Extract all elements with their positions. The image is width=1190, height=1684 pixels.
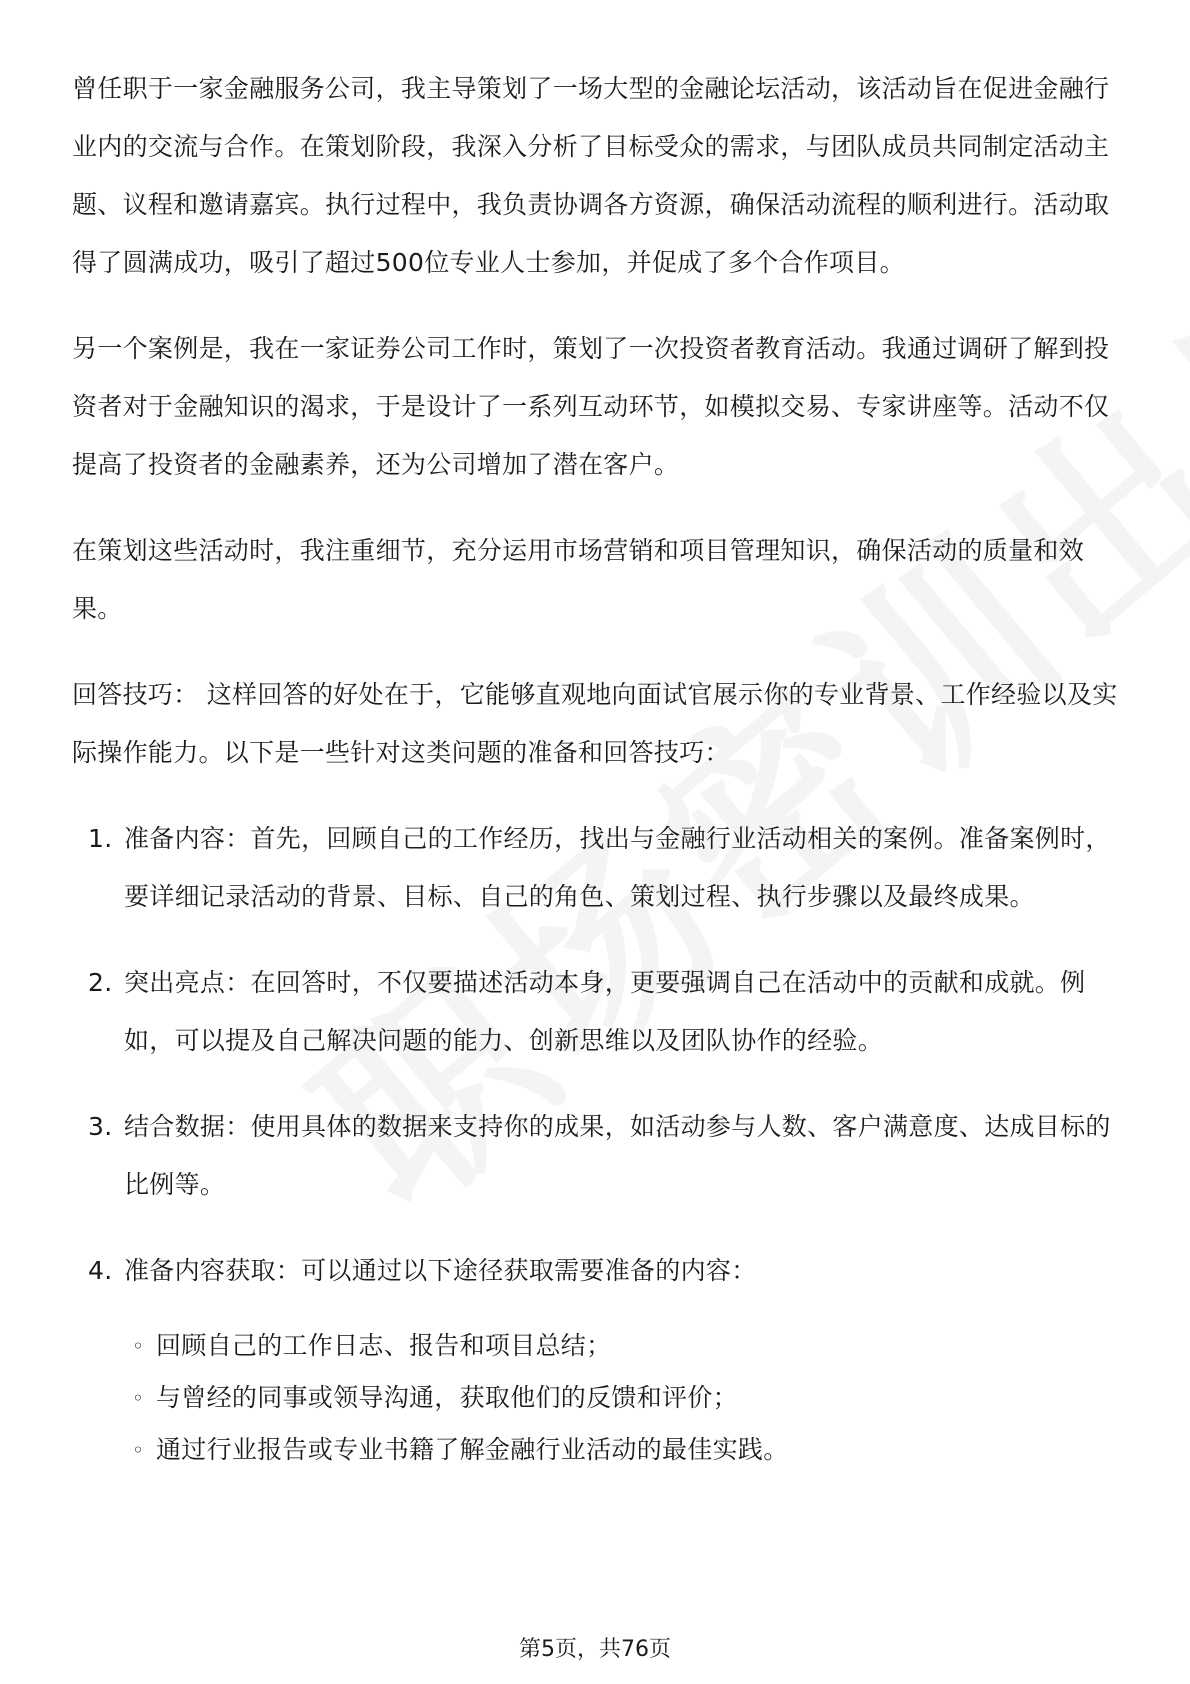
sub-list-item-text: 通过行业报告或专业书籍了解金融行业活动的最佳实践。 xyxy=(156,1435,789,1464)
paragraph-1: 曾任职于一家金融服务公司，我主导策划了一场大型的金融论坛活动，该活动旨在促进金融行业内的交流与合作。在策划阶段，我深入分析了目标受众的需求，与团队成员共同制定活动主题、议程和邀请嘉宾。执行过程中，我负责协调各方资源，确保活动流程的顺利进行。活动取得了圆满成功，吸引了超过500位专业人士参加，并促成了多个合作项目。 xyxy=(72,74,1110,277)
tips-list xyxy=(72,810,1132,1476)
sub-list-item xyxy=(124,1320,1132,1372)
sub-list xyxy=(124,1320,1132,1476)
paragraph-tips: 回答技巧： 这样回答的好处在于，它能够直观地向面试官展示你的专业背景、工作经验以及实际操作能力。以下是一些针对这类问题的准备和回答技巧： xyxy=(72,680,1118,767)
page-footer: 第5页，共76页 xyxy=(519,1637,671,1662)
bullet-icon: ◦ xyxy=(132,1334,145,1358)
sub-list-item-text: 回顾自己的工作日志、报告和项目总结； xyxy=(156,1331,612,1360)
list-number: 1. xyxy=(88,824,113,853)
sub-list-item-text: 与曾经的同事或领导沟通，获取他们的反馈和评价； xyxy=(156,1383,738,1412)
paragraph-2: 另一个案例是，我在一家证券公司工作时，策划了一次投资者教育活动。我通过调研了解到投资者对于金融知识的渴求，于是设计了一系列互动环节，如模拟交易、专家讲座等。活动不仅提高了投资者的金融素养，还为公司增加了潜在客户。 xyxy=(72,334,1110,479)
bullet-icon: ◦ xyxy=(132,1386,145,1410)
list-number: 3. xyxy=(88,1112,113,1141)
list-item xyxy=(72,1242,1132,1476)
bullet-icon: ◦ xyxy=(132,1438,145,1462)
list-item-text: 突出亮点：在回答时，不仅要描述活动本身，更要强调自己在活动中的贡献和成就。例如，可以提及自己解决问题的能力、创新思维以及团队协作的经验。 xyxy=(124,968,1086,1055)
sub-list-item xyxy=(124,1424,1132,1476)
list-item-text: 准备内容：首先，回顾自己的工作经历，找出与金融行业活动相关的案例。准备案例时，要详细记录活动的背景、目标、自己的角色、策划过程、执行步骤以及最终成果。 xyxy=(124,824,1111,911)
list-item xyxy=(72,1098,1132,1214)
list-item xyxy=(72,810,1132,926)
list-item xyxy=(72,954,1132,1070)
sub-list-item xyxy=(124,1372,1132,1424)
list-number: 2. xyxy=(88,968,113,997)
list-item-text: 准备内容获取：可以通过以下途径获取需要准备的内容： xyxy=(124,1256,757,1285)
list-number: 4. xyxy=(88,1256,113,1285)
list-item-text: 结合数据：使用具体的数据来支持你的成果，如活动参与人数、客户满意度、达成目标的比例等。 xyxy=(124,1112,1111,1199)
document-body xyxy=(72,60,1132,1504)
paragraph-3: 在策划这些活动时，我注重细节，充分运用市场营销和项目管理知识，确保活动的质量和效果。 xyxy=(72,536,1085,623)
